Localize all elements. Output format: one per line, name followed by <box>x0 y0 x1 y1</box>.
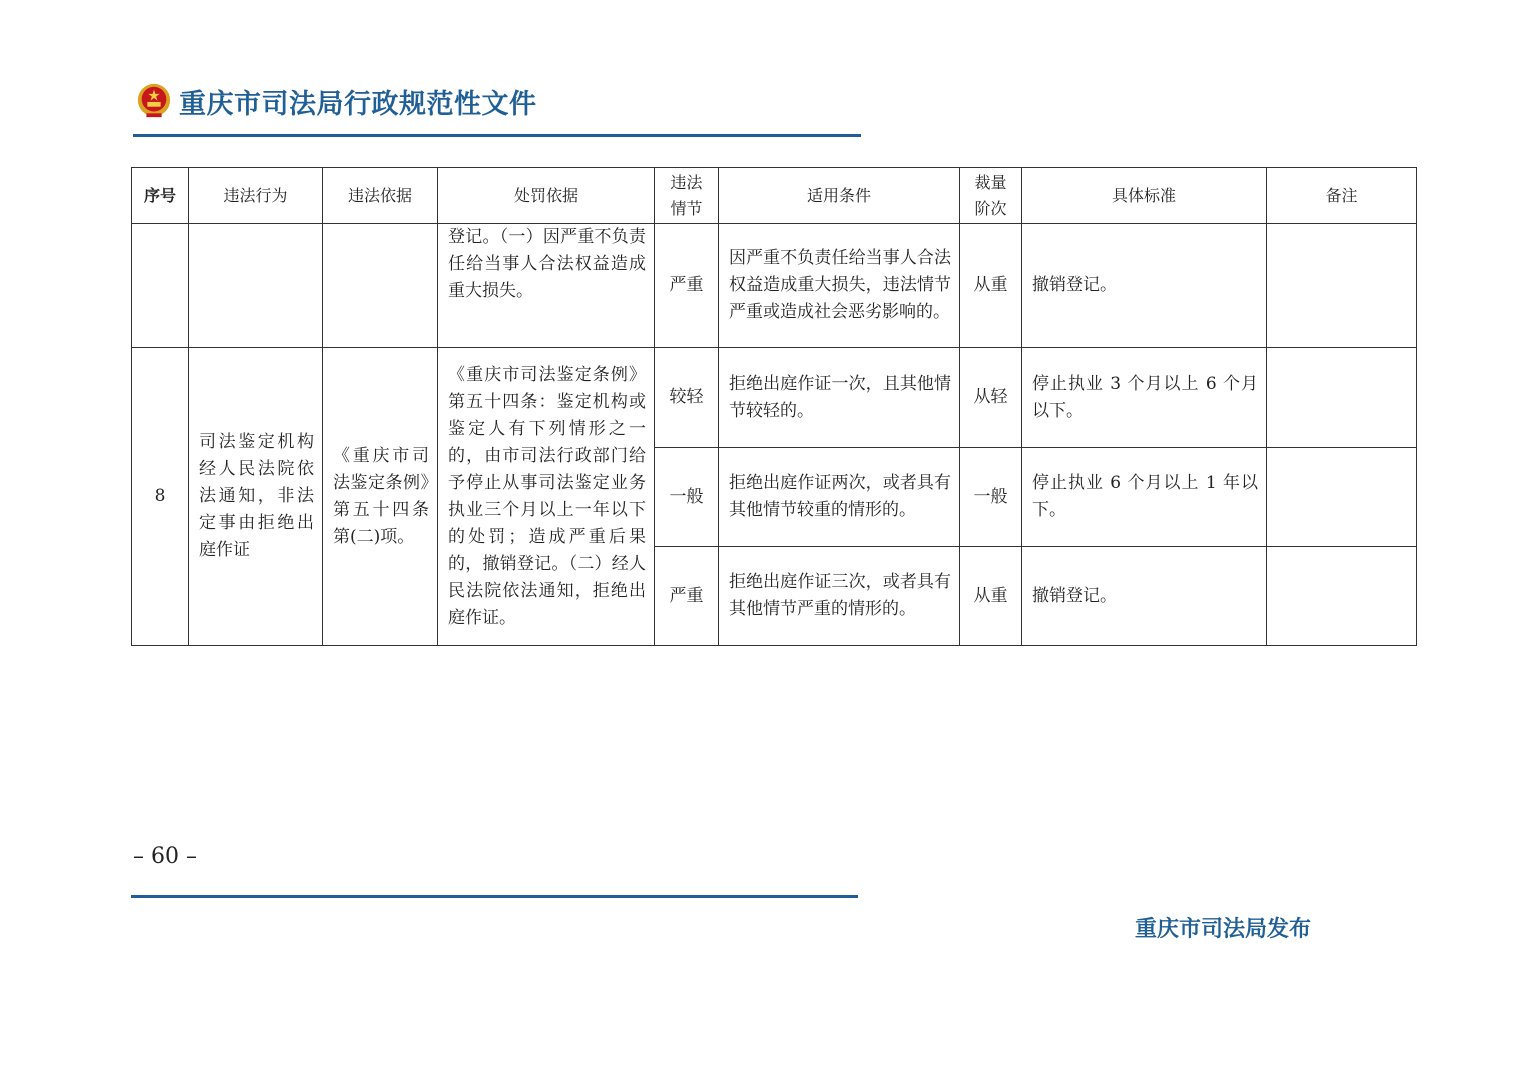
publisher-label: 重庆市司法局发布 <box>1135 917 1312 942</box>
cell-level: 一般 <box>960 448 1022 547</box>
cell-condition: 拒绝出庭作证两次，或者具有其他情节较重的情形的。 <box>719 448 960 547</box>
cell-basis <box>323 224 438 348</box>
col-seq: 序号 <box>132 168 189 224</box>
cell-behavior: 司法鉴定机构经人民法院依法通知，非法定事由拒绝出庭作证 <box>189 348 323 646</box>
footer-rule <box>131 895 858 898</box>
col-behavior: 违法行为 <box>189 168 323 224</box>
cell-standard: 停止执业 3 个月以上 6 个月以下。 <box>1022 348 1267 448</box>
cell-note <box>1267 448 1417 547</box>
col-severity: 违法情节 <box>655 168 719 224</box>
cell-penalty-basis: 登记。（一）因严重不负责任给当事人合法权益造成重大损失。 <box>438 224 655 348</box>
col-penalty-basis: 处罚依据 <box>438 168 655 224</box>
col-note: 备注 <box>1267 168 1417 224</box>
page-number: – 60 – <box>133 844 197 869</box>
cell-seq <box>132 224 189 348</box>
table-row-item8-light <box>132 348 1417 448</box>
col-condition: 适用条件 <box>719 168 960 224</box>
cell-note <box>1267 348 1417 448</box>
col-standard: 具体标准 <box>1022 168 1267 224</box>
cell-condition: 拒绝出庭作证三次，或者具有其他情节严重的情形的。 <box>719 547 960 646</box>
cell-standard: 停止执业 6 个月以上 1 年以下。 <box>1022 448 1267 547</box>
cell-level: 从重 <box>960 224 1022 348</box>
cell-penalty-basis: 《重庆市司法鉴定条例》第五十四条：鉴定机构或鉴定人有下列情形之一的，由市司法行政部门给予停止从事司法鉴定业务执业三个月以上一年以下的处罚；造成严重后果的，撤销登记。（二）经人民法院依法通知，拒绝出庭作证。 <box>438 348 655 646</box>
table-row-continued <box>132 224 1417 348</box>
cell-severity: 一般 <box>655 448 719 547</box>
cell-severity: 严重 <box>655 224 719 348</box>
col-level: 裁量阶次 <box>960 168 1022 224</box>
cell-level: 从重 <box>960 547 1022 646</box>
document-header <box>135 78 537 124</box>
table-header-row <box>132 168 1417 224</box>
national-emblem-icon <box>135 82 173 120</box>
cell-basis: 《重庆市司法鉴定条例》第五十四条第(二)项。 <box>323 348 438 646</box>
penalty-table <box>131 167 1417 646</box>
cell-seq: 8 <box>132 348 189 646</box>
cell-note <box>1267 224 1417 348</box>
cell-condition: 拒绝出庭作证一次，且其他情节较轻的。 <box>719 348 960 448</box>
header-rule <box>133 134 861 137</box>
cell-severity: 严重 <box>655 547 719 646</box>
cell-standard: 撤销登记。 <box>1022 224 1267 348</box>
cell-severity: 较轻 <box>655 348 719 448</box>
col-basis: 违法依据 <box>323 168 438 224</box>
cell-condition: 因严重不负责任给当事人合法权益造成重大损失，违法情节严重或造成社会恶劣影响的。 <box>719 224 960 348</box>
cell-note <box>1267 547 1417 646</box>
cell-standard: 撤销登记。 <box>1022 547 1267 646</box>
cell-level: 从轻 <box>960 348 1022 448</box>
cell-behavior <box>189 224 323 348</box>
header-title: 重庆市司法局行政规范性文件 <box>179 88 537 120</box>
